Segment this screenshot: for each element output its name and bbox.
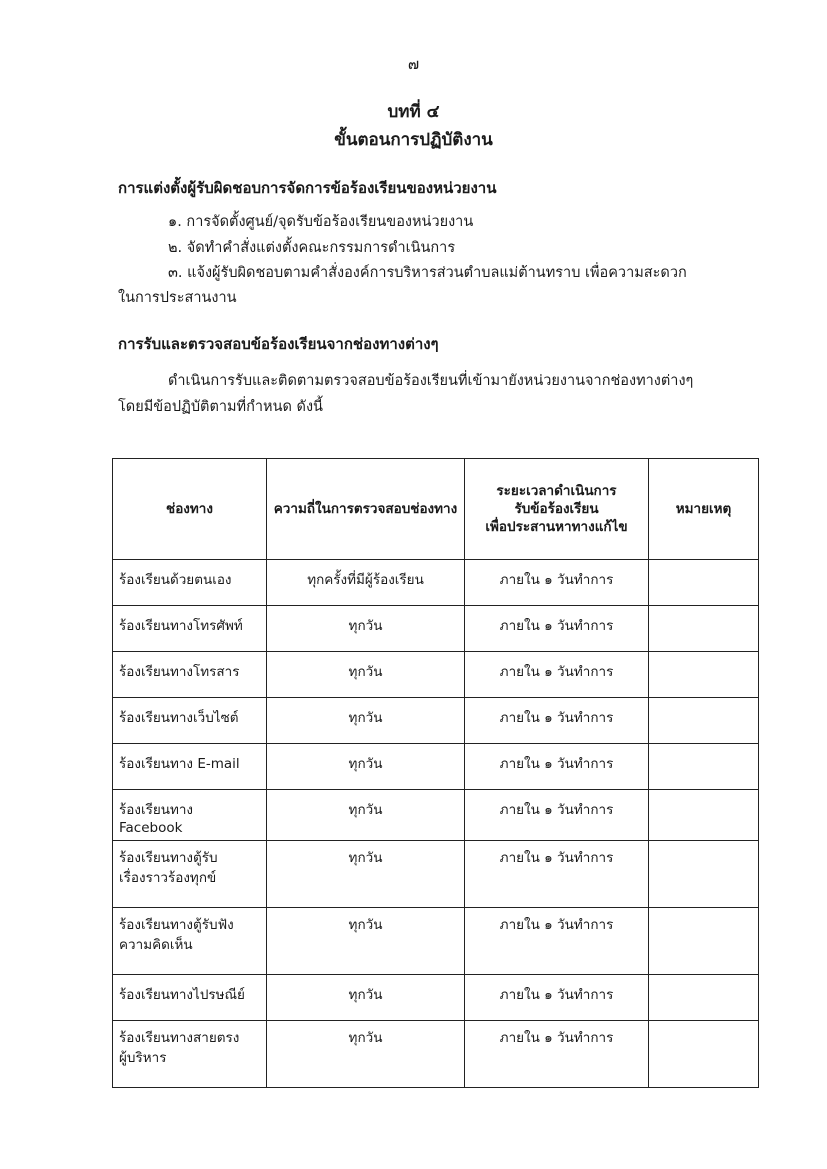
header-channel: ช่องทาง: [113, 459, 267, 560]
cell-remark: [649, 975, 759, 1021]
chapter-subtitle: ขั้นตอนการปฏิบัติงาน: [334, 130, 493, 150]
table-row: [113, 790, 759, 841]
cell-remark: [649, 560, 759, 606]
header-frequency: ความถี่ในการตรวจสอบช่องทาง: [267, 459, 465, 560]
cell-channel-line1: ร้องเรียนทาง Facebook: [119, 802, 194, 836]
cell-channel: [113, 975, 267, 1021]
section1-item-3: ๓. แจ้งผู้รับผิดชอบตามคำสั่งองค์การบริหารส่วนตำบลแม่ต้านทราบ เพื่อความสะดวก: [168, 265, 687, 281]
cell-channel-line2: ความคิดเห็น: [119, 936, 193, 953]
header-duration-line2: รับข้อร้องเรียน: [514, 500, 599, 517]
cell-duration: ภายใน ๑ วันทำการ: [465, 1021, 649, 1088]
cell-frequency: ทุกวัน: [267, 744, 465, 790]
section2-heading: การรับและตรวจสอบข้อร้องเรียนจากช่องทางต่างๆ: [118, 335, 439, 353]
cell-frequency: ทุกวัน: [267, 908, 465, 975]
cell-channel-line2: ผู้บริหาร: [119, 1049, 167, 1066]
table-row: [113, 652, 759, 698]
cell-channel: [113, 790, 267, 841]
cell-channel-line1: ร้องเรียนทาง E-mail: [119, 756, 240, 772]
page-number: ๗: [407, 55, 420, 73]
cell-duration: ภายใน ๑ วันทำการ: [465, 698, 649, 744]
cell-channel-line2: เรื่องราวร้องทุกข์: [119, 869, 217, 886]
cell-remark: [649, 606, 759, 652]
table-row: [113, 606, 759, 652]
table-row: [113, 1021, 759, 1088]
cell-channel-line1: ร้องเรียนด้วยตนเอง: [119, 572, 232, 588]
cell-channel: [113, 560, 267, 606]
cell-frequency: ทุกวัน: [267, 841, 465, 908]
cell-channel: [113, 1021, 267, 1088]
cell-remark: [649, 1021, 759, 1088]
cell-duration: ภายใน ๑ วันทำการ: [465, 560, 649, 606]
table-row: [113, 560, 759, 606]
cell-channel-line1: ร้องเรียนทางตู้รับ: [119, 850, 218, 866]
cell-remark: [649, 790, 759, 841]
chapter-title: บทที่ ๔: [387, 102, 440, 122]
table-row: [113, 698, 759, 744]
table-row: [113, 841, 759, 908]
cell-channel: [113, 744, 267, 790]
cell-frequency: ทุกวัน: [267, 606, 465, 652]
section1-item-2: ๒. จัดทำคำสั่งแต่งตั้งคณะกรรมการดำเนินการ: [168, 240, 456, 256]
cell-frequency: ทุกวัน: [267, 975, 465, 1021]
section1-item-1: ๑. การจัดตั้งศูนย์/จุดรับข้อร้องเรียนของหน่วยงาน: [168, 214, 474, 230]
cell-duration: ภายใน ๑ วันทำการ: [465, 908, 649, 975]
cell-channel-line1: ร้องเรียนทางตู้รับฟัง: [119, 917, 234, 933]
cell-remark: [649, 652, 759, 698]
header-duration-line1: ระยะเวลาดำเนินการ: [496, 482, 617, 499]
cell-frequency: ทุกวัน: [267, 652, 465, 698]
section1-item-3-continuation: ในการประสานงาน: [118, 290, 237, 306]
cell-duration: ภายใน ๑ วันทำการ: [465, 652, 649, 698]
section1-heading: การแต่งตั้งผู้รับผิดชอบการจัดการข้อร้องเรียนของหน่วยงาน: [118, 179, 497, 197]
cell-duration: ภายใน ๑ วันทำการ: [465, 606, 649, 652]
cell-channel: [113, 652, 267, 698]
cell-channel-line1: ร้องเรียนทางไปรษณีย์: [119, 987, 245, 1003]
table-header-row: [113, 459, 759, 560]
cell-channel-line1: ร้องเรียนทางเว็บไซต์: [119, 710, 239, 726]
section2-paragraph-line2: โดยมีข้อปฏิบัติตามที่กำหนด ดังนี้: [118, 399, 323, 415]
cell-channel-line1: ร้องเรียนทางโทรสาร: [119, 664, 240, 680]
cell-remark: [649, 744, 759, 790]
cell-channel: [113, 606, 267, 652]
table-row: [113, 908, 759, 975]
table-row: [113, 744, 759, 790]
cell-frequency: ทุกครั้งที่มีผู้ร้องเรียน: [267, 560, 465, 606]
cell-channel: [113, 698, 267, 744]
cell-remark: [649, 841, 759, 908]
cell-channel: [113, 841, 267, 908]
cell-frequency: ทุกวัน: [267, 1021, 465, 1088]
header-duration-line3: เพื่อประสานหาทางแก้ไข: [485, 519, 628, 536]
cell-channel: [113, 908, 267, 975]
section2-paragraph-line1: ดำเนินการรับและติดตามตรวจสอบข้อร้องเรียนที่เข้ามายังหน่วยงานจากช่องทางต่างๆ: [168, 373, 694, 389]
cell-duration: ภายใน ๑ วันทำการ: [465, 841, 649, 908]
cell-channel-line1: ร้องเรียนทางโทรศัพท์: [119, 618, 243, 634]
cell-channel-line1: ร้องเรียนทางสายตรง: [119, 1030, 240, 1046]
cell-duration: ภายใน ๑ วันทำการ: [465, 744, 649, 790]
cell-remark: [649, 698, 759, 744]
header-duration: [465, 459, 649, 560]
header-remark: หมายเหตุ: [649, 459, 759, 560]
cell-frequency: ทุกวัน: [267, 790, 465, 841]
cell-frequency: ทุกวัน: [267, 698, 465, 744]
cell-remark: [649, 908, 759, 975]
cell-duration: ภายใน ๑ วันทำการ: [465, 790, 649, 841]
complaint-channel-table: [112, 458, 759, 1088]
cell-duration: ภายใน ๑ วันทำการ: [465, 975, 649, 1021]
table-row: [113, 975, 759, 1021]
